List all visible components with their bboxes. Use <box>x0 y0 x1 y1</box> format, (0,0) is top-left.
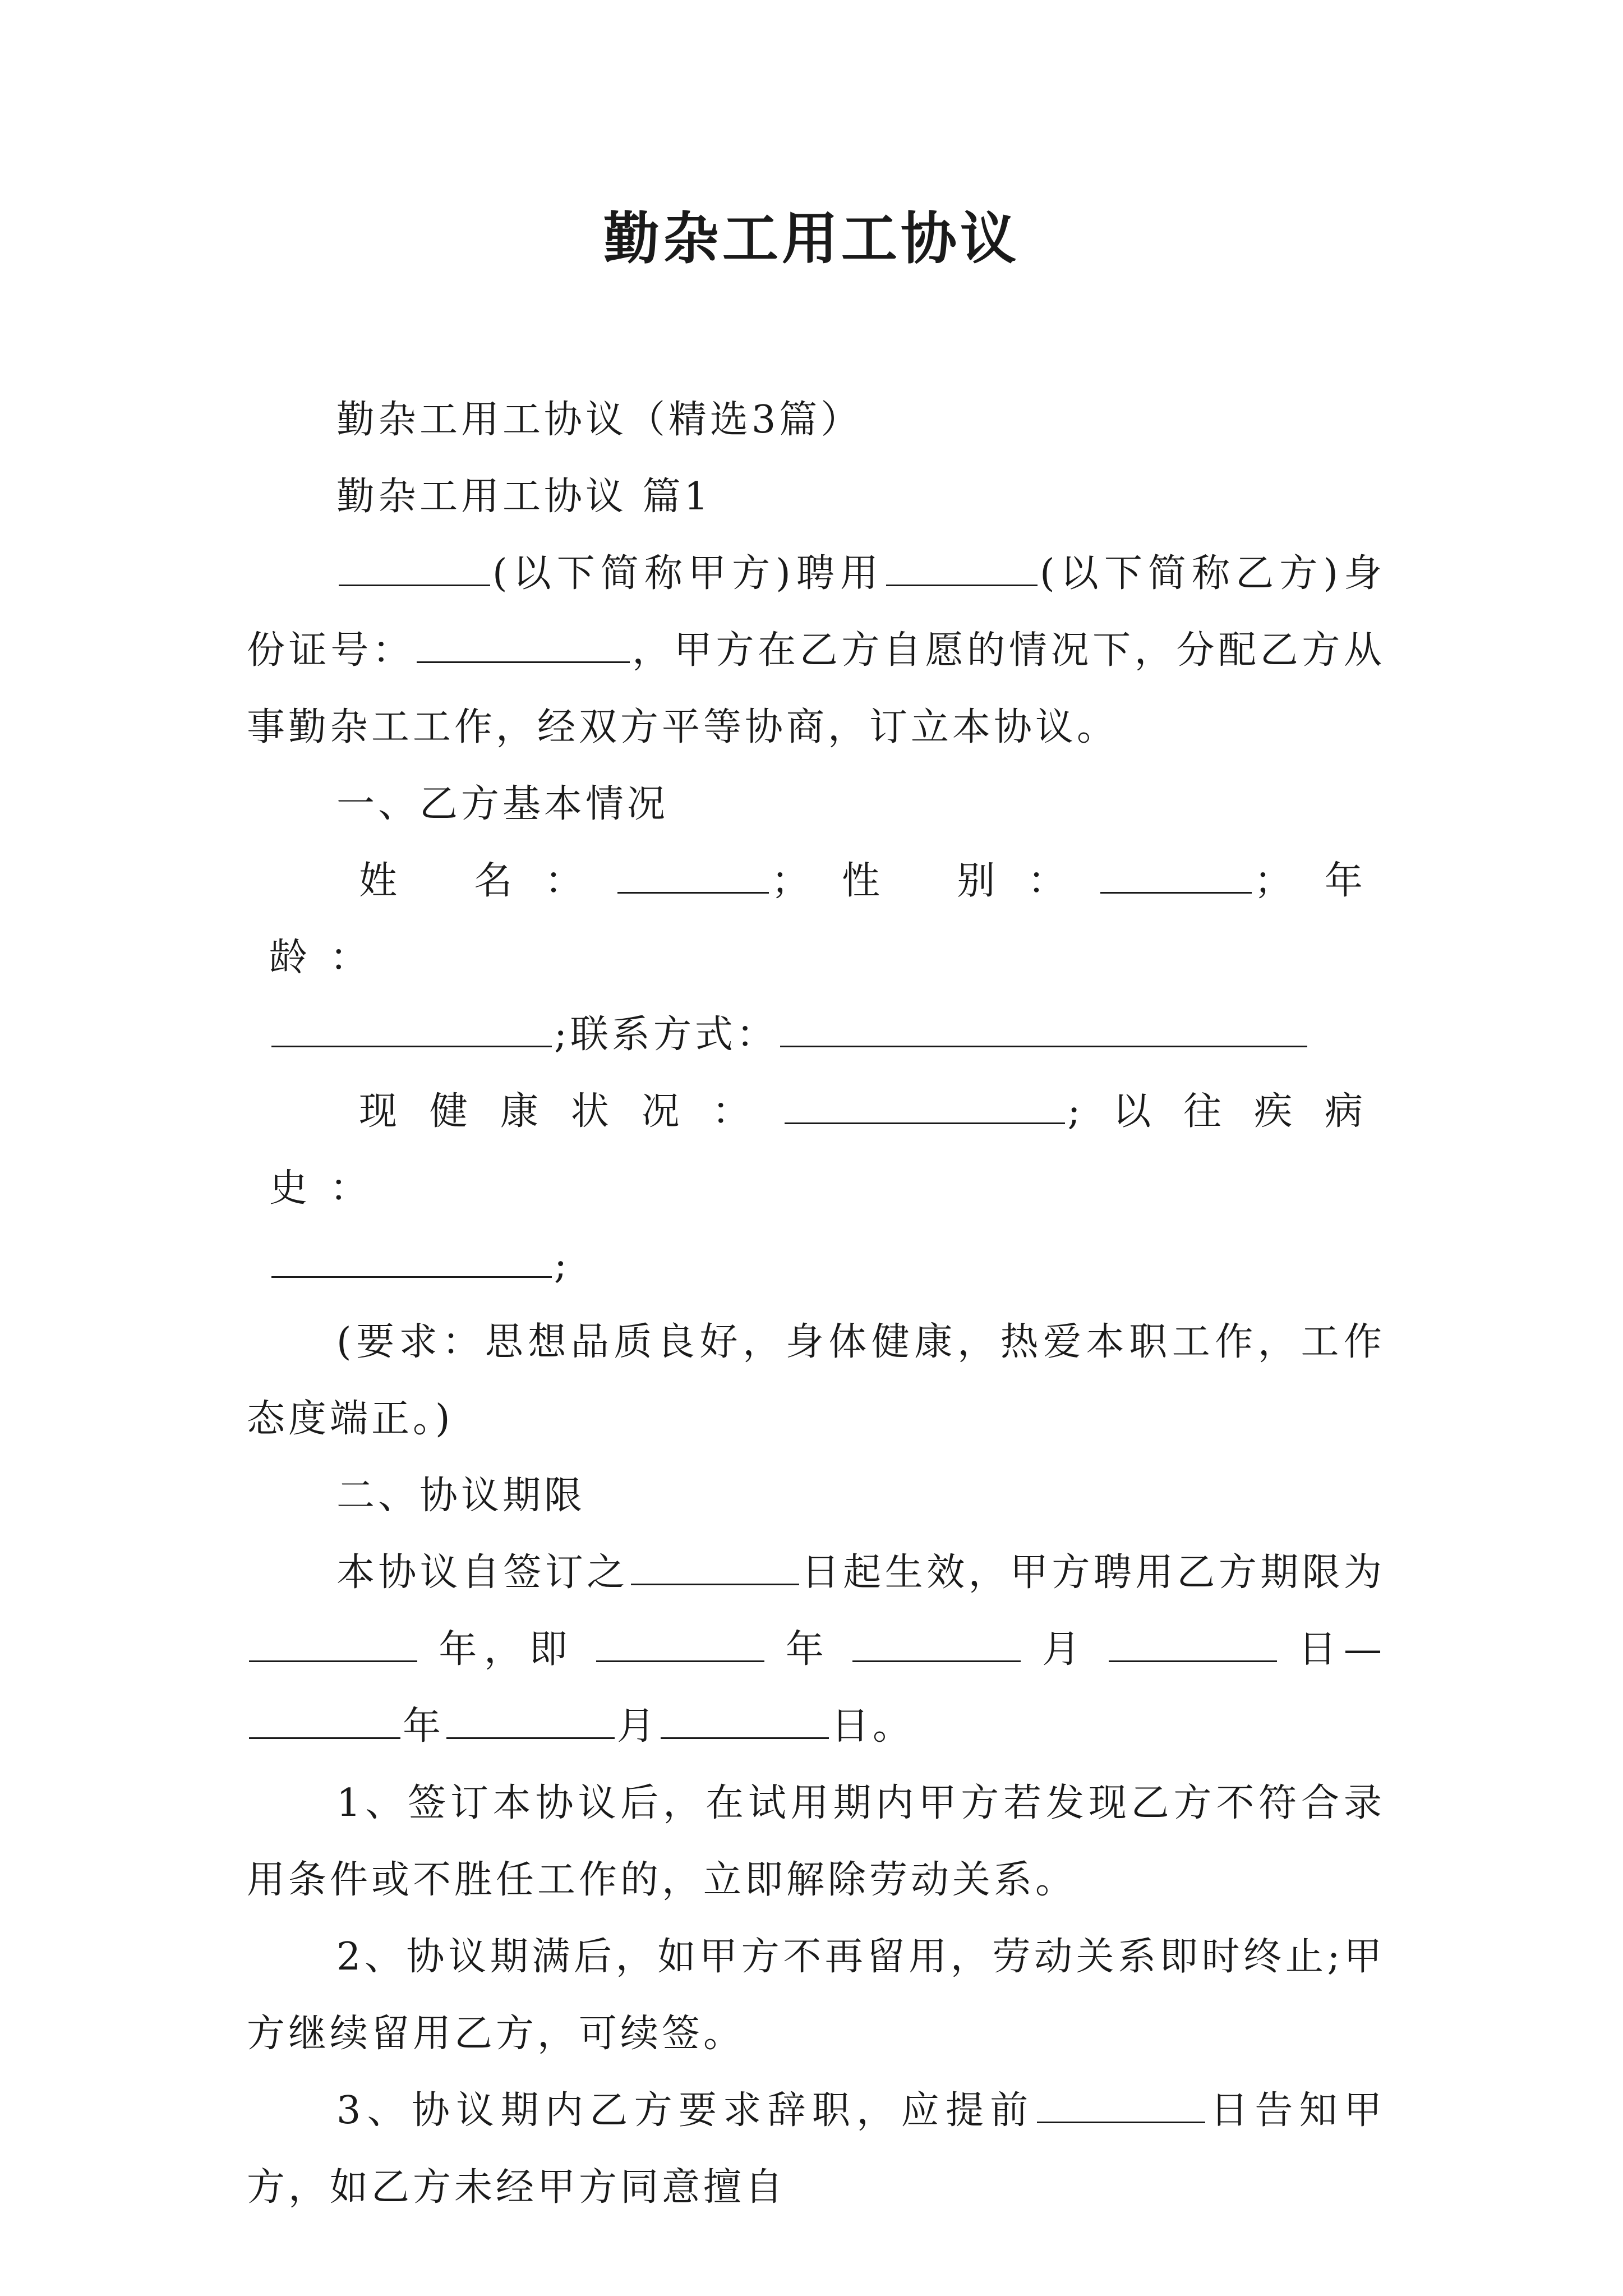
history-blank <box>271 1237 552 1278</box>
health-blank <box>785 1083 1065 1124</box>
term-paragraph <box>247 1534 1385 1765</box>
name-blank <box>617 853 769 894</box>
end-day-blank <box>661 1698 829 1739</box>
intro-text-2: (以下简称乙方) <box>1040 551 1341 596</box>
end-year-blank <box>249 1698 400 1739</box>
term-text-8: 月 <box>617 1704 659 1749</box>
start-month-blank <box>852 1621 1021 1662</box>
effective-date-blank <box>631 1544 799 1585</box>
sex-blank <box>1100 853 1252 894</box>
history-end: ; <box>554 1243 570 1287</box>
intro-text-3: 身份证号： <box>247 551 1385 673</box>
requirement-paragraph: (要求：思想品质良好，身体健康，热爱本职工作，工作态度端正。) <box>247 1320 1385 1441</box>
intro-text-1: (以下简称甲方)聘用 <box>492 551 884 596</box>
contact-blank <box>780 1006 1307 1047</box>
heading-term: 二、协议期限 <box>336 1474 586 1518</box>
section-heading: 勤杂工用工协议 篇1 <box>336 475 712 519</box>
intro-text-4: ，甲方在乙方自愿的情况下，分配乙方从事勤杂工工作，经双方平等协商，订立本协议。 <box>247 628 1385 749</box>
notice-days-blank <box>1037 2082 1205 2123</box>
heading-basic-info: 一、乙方基本情况 <box>336 782 669 826</box>
years-blank <box>249 1621 417 1662</box>
clause-3-text-1: 3、协议期内乙方要求辞职，应提前 <box>336 2088 1035 2133</box>
term-text-9: 日。 <box>831 1704 915 1749</box>
term-text-7: 年 <box>403 1704 445 1749</box>
basic-info-line-1 <box>247 843 1385 1073</box>
sex-label: ；性 别： <box>771 859 1099 903</box>
clause-3 <box>247 2072 1385 2226</box>
name-label: 姓 名： <box>359 859 616 903</box>
term-text-1: 本协议自签订之 <box>336 1550 629 1595</box>
age-blank <box>271 1006 552 1047</box>
term-text-5: 月 <box>1042 1627 1087 1672</box>
term-text-4: 年 <box>785 1627 831 1672</box>
document-body <box>247 381 1385 2226</box>
start-year-blank <box>596 1621 764 1662</box>
term-text-3: 年，即 <box>439 1627 575 1672</box>
id-number-blank <box>417 622 630 663</box>
intro-paragraph <box>247 535 1385 766</box>
age-label: ；年 龄： <box>269 859 1385 980</box>
history-label: ;以往疾病史： <box>269 1089 1385 1211</box>
clause-1: 1、签订本协议后，在试用期内甲方若发现乙方不符合录用条件或不胜任工作的，立即解除劳动关系。 <box>247 1781 1385 1902</box>
party-a-blank <box>339 545 490 586</box>
start-day-blank <box>1109 1621 1277 1662</box>
document-title: 勤杂工用工协议 <box>603 205 1020 272</box>
basic-info-line-2 <box>247 1073 1385 1304</box>
health-label: 现健康状况： <box>359 1089 783 1134</box>
term-text-6: 日— <box>1298 1627 1385 1672</box>
clause-2: 2、协议期满后，如甲方不再留用，劳动关系即时终止;甲方继续留用乙方，可续签。 <box>247 1935 1385 2056</box>
contact-label: ;联系方式： <box>554 1013 778 1057</box>
party-b-blank <box>886 545 1038 586</box>
clause-3-text-2: 日告知甲方，如乙方未经甲方同意擅自 <box>247 2088 1385 2210</box>
subtitle: 勤杂工用工协议（精选3篇） <box>336 398 863 442</box>
term-text-2: 日起生效，甲方聘用乙方期限为 <box>801 1550 1385 1595</box>
end-month-blank <box>446 1698 615 1739</box>
